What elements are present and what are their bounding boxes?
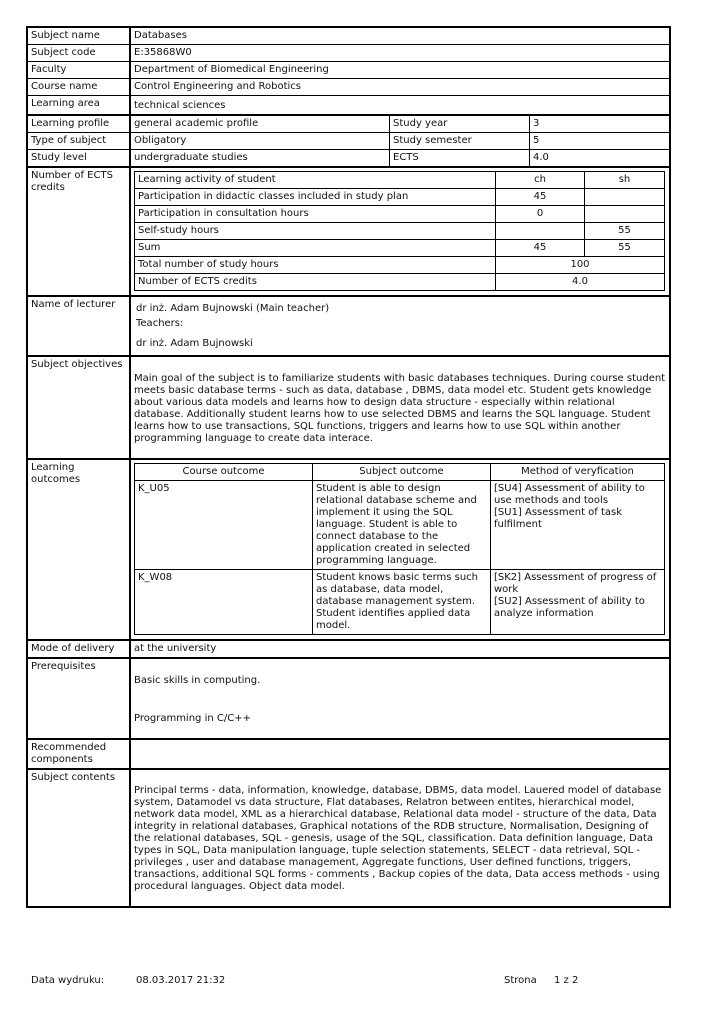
learning-profile-row	[28, 116, 669, 133]
learning-profile-value: general academic profile	[131, 116, 390, 132]
study-semester-label: Study semester	[390, 133, 530, 149]
subject-code-label: Subject code	[28, 45, 131, 61]
course-outcome-header: Course outcome	[135, 464, 313, 480]
ects-section	[28, 168, 669, 297]
verification-method: [SU4] Assessment of ability to use methods and tools [SU1] Assessment of task fulfilment	[494, 483, 645, 530]
contents-section	[28, 770, 669, 906]
course-name-row	[28, 79, 669, 96]
faculty-value: Department of Biomedical Engineering	[134, 64, 329, 75]
verification-method: [SK2] Assessment of progress of work [SU2] Assessment of ability to analyze information	[494, 572, 657, 619]
study-semester-value: 5	[533, 135, 540, 146]
subject-name-value: Databases	[134, 30, 187, 41]
ects-header-row	[135, 172, 664, 189]
teachers-label: Teachers:	[136, 318, 184, 329]
outcomes-table	[134, 463, 665, 635]
subject-name-row	[28, 28, 669, 45]
ects-activity: Participation in consultation hours	[135, 206, 496, 222]
ects-value: 4.0	[533, 152, 549, 163]
ects-sh: 55	[618, 225, 631, 236]
delivery-label: Mode of delivery	[28, 641, 131, 657]
type-of-subject-label: Type of subject	[28, 133, 131, 149]
course-outcome: K_W08	[135, 570, 313, 634]
contents-text: Principal terms - data, information, knowledge, database, DBMS, data model. Lauered model of database system, Datamodel vs data structure, Flat databases, Relatron between entites, hierarchical model, network data model, XML as a hierarchical database, Relational data model - structure of the data, Data integrity in relational databases, Graphical notations of the RDB structure, Normalisation, Designing of the relational databases, SQL - genesis, usage of the SQL, classification. Data definition language, Data types in SQL, Data manipulation language, tuple selection statements, SELECT - data retrieval, SQL - privileges , user and database management, Aggregate functions, User defined functions, triggers, transactions, additional SQL forms - comments , Backup copies of the data, Data access methods - using procedural languages. Object data model.	[134, 785, 662, 892]
contents-label: Subject contents	[28, 770, 131, 906]
outcome-row	[135, 570, 664, 634]
method-header: Method of veryfication	[521, 466, 634, 477]
faculty-row	[28, 62, 669, 79]
ects-activity-header: Learning activity of student	[135, 172, 496, 188]
teacher-name: dr inż. Adam Bujnowski	[136, 338, 253, 349]
ects-ch-header: ch	[496, 172, 585, 188]
outcome-row	[135, 481, 664, 570]
recommended-row	[28, 740, 669, 770]
syllabus-table	[26, 26, 671, 908]
prerequisite-item: Basic skills in computing.	[134, 675, 261, 686]
course-name-label: Course name	[28, 79, 131, 95]
recommended-value	[131, 740, 669, 768]
subject-outcome: Student is able to design relational database scheme and implement it using the SQL language. Student is able to connect database to the application created in selected programming language.	[313, 481, 491, 569]
delivery-row	[28, 641, 669, 659]
ects-credits-label: Number of ECTS credits	[28, 168, 131, 295]
outcomes-section	[28, 460, 669, 641]
recommended-label: Recommended components	[28, 740, 131, 768]
learning-area-value: technical sciences	[134, 100, 226, 111]
ects-total-hours-row	[135, 257, 664, 274]
study-level-value: undergraduate studies	[131, 150, 390, 166]
total-hours-label: Total number of study hours	[135, 257, 496, 273]
ects-ch	[496, 223, 585, 239]
ects-row	[135, 223, 664, 240]
objectives-label: Subject objectives	[28, 357, 131, 458]
ects-row	[135, 240, 664, 257]
ects-row	[135, 189, 664, 206]
subject-name-label: Subject name	[28, 28, 131, 44]
ects-total-credits-row	[135, 274, 664, 290]
subject-code-row	[28, 45, 669, 62]
ects-sh: 55	[618, 242, 631, 253]
lecturer-label: Name of lecturer	[28, 297, 131, 355]
lecturer-section	[28, 297, 669, 357]
total-ects-value: 4.0	[572, 276, 588, 287]
ects-ch: 45	[496, 240, 585, 256]
subject-outcome-header: Subject outcome	[313, 464, 491, 480]
ects-ch: 0	[496, 206, 585, 222]
prerequisite-item: Programming in C/C++	[134, 713, 251, 724]
type-of-subject-row	[28, 133, 669, 150]
delivery-value: at the university	[134, 643, 217, 654]
prerequisites-section	[28, 659, 669, 740]
learning-area-label: Learning area	[28, 96, 131, 114]
outcomes-header-row	[135, 464, 664, 481]
ects-ch: 45	[496, 189, 585, 205]
course-name-value: Control Engineering and Robotics	[134, 81, 301, 92]
print-date-label: Data wydruku:	[31, 975, 105, 986]
ects-sh-header: sh	[618, 174, 631, 185]
learning-area-row	[28, 96, 669, 116]
study-year-value: 3	[533, 118, 540, 129]
subject-outcome: Student knows basic terms such as database, data model, database management system. Student identifies applied data model.	[313, 570, 491, 634]
study-level-row	[28, 150, 669, 168]
objectives-text: Main goal of the subject is to familiarize students with basic databases techniques. During course student meets basic database terms - such as data, database , DBMS, data model etc. Student gets knowledge about various data models and learns how to design data structure - especially within relational database. Additionally student learns how to use selected DBMS and learns the SQL language. Student learns how to use transactions, SQL functions, triggers and learns how to use SQL within another programming language to create data interace.	[134, 373, 666, 444]
type-of-subject-value: Obligatory	[131, 133, 390, 149]
study-year-label: Study year	[390, 116, 530, 132]
ects-sh	[585, 206, 664, 222]
page-number: 1 z 2	[554, 975, 579, 986]
subject-code-value: E:35868W0	[134, 47, 192, 58]
ects-sh	[585, 189, 664, 205]
ects-activity: Participation in didactic classes included in study plan	[135, 189, 496, 205]
prerequisites-label: Prerequisites	[28, 659, 131, 738]
main-teacher: dr inż. Adam Bujnowski (Main teacher)	[136, 303, 330, 314]
page-label: Strona	[504, 975, 537, 986]
ects-table	[134, 171, 665, 291]
faculty-label: Faculty	[28, 62, 131, 78]
total-hours-value: 100	[570, 259, 590, 270]
ects-label: ECTS	[390, 150, 530, 166]
course-outcome: K_U05	[135, 481, 313, 569]
outcomes-label: Learning outcomes	[28, 460, 131, 639]
print-date: 08.03.2017 21:32	[136, 975, 226, 986]
ects-row	[135, 206, 664, 223]
objectives-section	[28, 357, 669, 460]
total-ects-label: Number of ECTS credits	[135, 274, 496, 290]
ects-activity: Self-study hours	[135, 223, 496, 239]
ects-activity: Sum	[135, 240, 496, 256]
learning-profile-label: Learning profile	[28, 116, 131, 132]
study-level-label: Study level	[28, 150, 131, 166]
